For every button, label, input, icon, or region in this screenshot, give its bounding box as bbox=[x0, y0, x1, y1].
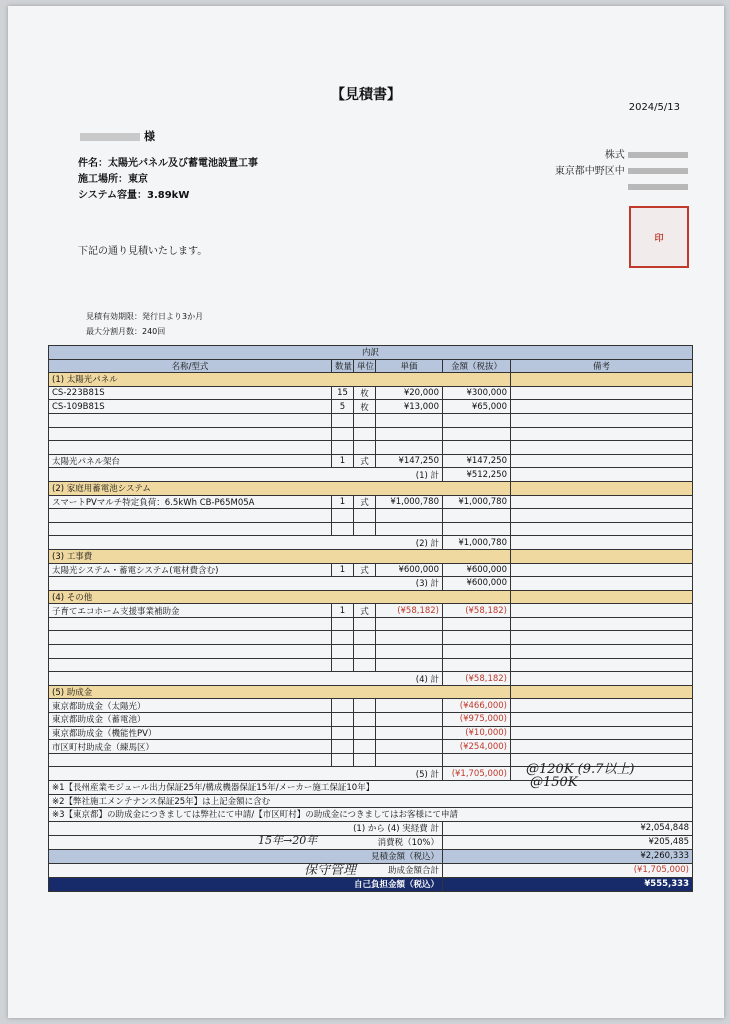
table-row bbox=[49, 699, 693, 713]
total-row bbox=[49, 821, 693, 835]
total-row bbox=[49, 863, 693, 877]
item-name bbox=[49, 413, 332, 427]
subtotal-row bbox=[49, 577, 693, 591]
project-meta bbox=[78, 156, 258, 204]
table-row bbox=[49, 400, 693, 414]
item-remarks bbox=[511, 413, 693, 427]
note-text: ※2【弊社施工メンテナンス保証25年】は上記金額に含む bbox=[49, 794, 693, 808]
item-qty: 1 bbox=[332, 495, 354, 509]
note-row bbox=[49, 808, 693, 822]
item-qty bbox=[332, 441, 354, 455]
item-remarks bbox=[511, 427, 693, 441]
item-amount bbox=[443, 427, 511, 441]
item-qty: 15 bbox=[332, 386, 354, 400]
project-location: 施工場所：東京 bbox=[78, 174, 148, 185]
item-amount: (¥975,000) bbox=[443, 713, 511, 727]
item-qty: 1 bbox=[332, 454, 354, 468]
table-body bbox=[49, 373, 693, 892]
subtotal-row bbox=[49, 672, 693, 686]
item-unit bbox=[354, 631, 376, 645]
breakdown-table bbox=[48, 345, 692, 892]
item-unit: 式 bbox=[354, 604, 376, 618]
redacted-text bbox=[628, 184, 688, 190]
item-qty: 1 bbox=[332, 563, 354, 577]
item-unit bbox=[354, 658, 376, 672]
item-qty bbox=[332, 522, 354, 536]
total-row bbox=[49, 849, 693, 863]
item-name bbox=[49, 631, 332, 645]
item-amount bbox=[443, 522, 511, 536]
item-amount bbox=[443, 631, 511, 645]
document-title: 【見積書】 bbox=[331, 87, 401, 103]
item-remarks bbox=[511, 645, 693, 659]
item-name bbox=[49, 441, 332, 455]
item-remarks bbox=[511, 454, 693, 468]
total-value: ¥2,260,333 bbox=[443, 849, 693, 863]
subtotal-value: (¥58,182) bbox=[443, 672, 511, 686]
item-price: ¥20,000 bbox=[376, 386, 443, 400]
document-page bbox=[8, 6, 724, 1018]
item-name bbox=[49, 522, 332, 536]
subtotal-label: (4) 計 bbox=[49, 672, 443, 686]
item-amount: (¥58,182) bbox=[443, 604, 511, 618]
item-qty bbox=[332, 645, 354, 659]
item-unit bbox=[354, 441, 376, 455]
subtotal-value: ¥600,000 bbox=[443, 577, 511, 591]
section-remarks bbox=[511, 685, 693, 699]
table-row bbox=[49, 495, 693, 509]
total-value: ¥555,333 bbox=[443, 877, 693, 891]
table-row bbox=[49, 740, 693, 754]
total-label: 見積金額（税込） bbox=[49, 849, 443, 863]
item-name bbox=[49, 645, 332, 659]
item-price: ¥1,000,780 bbox=[376, 495, 443, 509]
company-seal-stamp bbox=[629, 206, 689, 268]
item-amount bbox=[443, 441, 511, 455]
item-name bbox=[49, 427, 332, 441]
table-row bbox=[49, 413, 693, 427]
redacted-text bbox=[628, 152, 688, 158]
item-amount bbox=[443, 658, 511, 672]
subtotal-remarks bbox=[511, 672, 693, 686]
item-amount bbox=[443, 753, 511, 767]
item-name: スマートPVマルチ特定負荷：6.5kWh CB-P65M05A bbox=[49, 495, 332, 509]
item-unit bbox=[354, 713, 376, 727]
handwritten-note: 15年→20年 bbox=[258, 834, 318, 847]
note-text: ※3【東京都】の助成金につきましては弊社にて申請/【市区町村】の助成金につきましてはお客様にて申請 bbox=[49, 808, 693, 822]
item-remarks bbox=[511, 658, 693, 672]
total-label: 助成金額合計 bbox=[49, 863, 443, 877]
subtotal-remarks bbox=[511, 468, 693, 482]
validity-block bbox=[86, 309, 203, 339]
item-price bbox=[376, 509, 443, 523]
item-price bbox=[376, 631, 443, 645]
recipient bbox=[80, 128, 155, 144]
item-unit: 式 bbox=[354, 454, 376, 468]
intro-text: 下記の通り見積いたします。 bbox=[78, 246, 208, 257]
item-name: CS-109B81S bbox=[49, 400, 332, 414]
item-name bbox=[49, 753, 332, 767]
total-value: ¥2,054,848 bbox=[443, 821, 693, 835]
subtotal-label: (2) 計 bbox=[49, 536, 443, 550]
total-value: ¥205,485 bbox=[443, 835, 693, 849]
item-price bbox=[376, 753, 443, 767]
item-name bbox=[49, 509, 332, 523]
item-amount bbox=[443, 509, 511, 523]
item-name: 東京都助成金（太陽光） bbox=[49, 699, 332, 713]
item-qty bbox=[332, 413, 354, 427]
item-unit bbox=[354, 645, 376, 659]
item-remarks bbox=[511, 509, 693, 523]
item-price bbox=[376, 740, 443, 754]
system-capacity: システム容量：3.89kW bbox=[78, 190, 190, 201]
table-row bbox=[49, 631, 693, 645]
table-row bbox=[49, 427, 693, 441]
item-name bbox=[49, 658, 332, 672]
item-price bbox=[376, 699, 443, 713]
section-header bbox=[49, 549, 693, 563]
redacted-text bbox=[628, 168, 688, 174]
total-value: (¥1,705,000) bbox=[443, 863, 693, 877]
item-name: 太陽光パネル架台 bbox=[49, 454, 332, 468]
section-remarks bbox=[511, 373, 693, 387]
note-text: ※1【長州産業モジュール出力保証25年/構成機器保証15年/メーカー施工保証10年】 bbox=[49, 781, 693, 795]
item-remarks bbox=[511, 386, 693, 400]
total-row bbox=[49, 835, 693, 849]
item-qty bbox=[332, 617, 354, 631]
item-remarks bbox=[511, 740, 693, 754]
table-row bbox=[49, 454, 693, 468]
subtotal-value: ¥512,250 bbox=[443, 468, 511, 482]
item-remarks bbox=[511, 604, 693, 618]
subtotal-label: (3) 計 bbox=[49, 577, 443, 591]
table-row bbox=[49, 604, 693, 618]
subtotal-label: (1) 計 bbox=[49, 468, 443, 482]
item-price bbox=[376, 427, 443, 441]
item-price: ¥147,250 bbox=[376, 454, 443, 468]
item-unit: 枚 bbox=[354, 386, 376, 400]
item-price bbox=[376, 522, 443, 536]
table-caption: 内訳 bbox=[49, 346, 693, 360]
item-remarks bbox=[511, 522, 693, 536]
table-row bbox=[49, 522, 693, 536]
item-qty bbox=[332, 699, 354, 713]
header-remarks: 備考 bbox=[511, 359, 693, 373]
item-remarks bbox=[511, 713, 693, 727]
item-unit: 式 bbox=[354, 495, 376, 509]
item-qty bbox=[332, 713, 354, 727]
item-unit bbox=[354, 509, 376, 523]
section-title: (2) 家庭用蓄電池システム bbox=[49, 481, 511, 495]
section-title: (5) 助成金 bbox=[49, 685, 511, 699]
company-name: 株式 bbox=[604, 150, 625, 161]
item-remarks bbox=[511, 726, 693, 740]
item-remarks bbox=[511, 400, 693, 414]
handwritten-note: @120K (9.7以上) bbox=[526, 762, 635, 777]
item-amount bbox=[443, 617, 511, 631]
section-remarks bbox=[511, 549, 693, 563]
table-row bbox=[49, 713, 693, 727]
item-unit bbox=[354, 413, 376, 427]
total-label: 消費税（10%） bbox=[49, 835, 443, 849]
section-title: (3) 工事費 bbox=[49, 549, 511, 563]
company-block bbox=[555, 148, 688, 196]
item-price bbox=[376, 726, 443, 740]
item-price: ¥13,000 bbox=[376, 400, 443, 414]
subtotal-row bbox=[49, 536, 693, 550]
item-unit bbox=[354, 427, 376, 441]
section-remarks bbox=[511, 481, 693, 495]
stamp-text: 印 bbox=[654, 233, 664, 244]
table-row bbox=[49, 645, 693, 659]
item-unit: 枚 bbox=[354, 400, 376, 414]
header-amount: 金額（税抜） bbox=[443, 359, 511, 373]
item-qty bbox=[332, 658, 354, 672]
handwritten-note: @150K bbox=[530, 775, 578, 790]
header-qty: 数量 bbox=[332, 359, 354, 373]
item-qty bbox=[332, 427, 354, 441]
item-price bbox=[376, 713, 443, 727]
item-unit bbox=[354, 726, 376, 740]
table-row bbox=[49, 509, 693, 523]
item-price: (¥58,182) bbox=[376, 604, 443, 618]
item-amount: ¥65,000 bbox=[443, 400, 511, 414]
subtotal-remarks bbox=[511, 536, 693, 550]
header-price: 単価 bbox=[376, 359, 443, 373]
item-remarks bbox=[511, 617, 693, 631]
item-price bbox=[376, 441, 443, 455]
table-row bbox=[49, 563, 693, 577]
item-qty: 1 bbox=[332, 604, 354, 618]
item-name: 市区町村助成金（練馬区） bbox=[49, 740, 332, 754]
item-qty bbox=[332, 631, 354, 645]
header-name: 名称/型式 bbox=[49, 359, 332, 373]
item-unit bbox=[354, 753, 376, 767]
item-amount: (¥466,000) bbox=[443, 699, 511, 713]
section-title: (4) その他 bbox=[49, 590, 511, 604]
item-price bbox=[376, 645, 443, 659]
subtotal-label: (5) 計 bbox=[49, 767, 443, 781]
item-price bbox=[376, 617, 443, 631]
item-qty: 5 bbox=[332, 400, 354, 414]
issue-date: 2024/5/13 bbox=[628, 102, 680, 113]
item-name: 東京都助成金（蓄電池） bbox=[49, 713, 332, 727]
table-row bbox=[49, 441, 693, 455]
item-price: ¥600,000 bbox=[376, 563, 443, 577]
item-name bbox=[49, 617, 332, 631]
item-amount: ¥600,000 bbox=[443, 563, 511, 577]
item-amount: ¥1,000,780 bbox=[443, 495, 511, 509]
item-name: 子育てエコホーム支援事業補助金 bbox=[49, 604, 332, 618]
item-qty bbox=[332, 726, 354, 740]
total-label: 自己負担金額（税込） bbox=[49, 877, 443, 891]
total-label: (1) から (4) 実経費 計 bbox=[49, 821, 443, 835]
item-amount: ¥300,000 bbox=[443, 386, 511, 400]
note-row bbox=[49, 781, 693, 795]
recipient-suffix: 様 bbox=[144, 130, 155, 143]
company-address: 東京都中野区中 bbox=[554, 166, 625, 177]
section-header bbox=[49, 590, 693, 604]
item-amount bbox=[443, 645, 511, 659]
item-amount bbox=[443, 413, 511, 427]
item-unit bbox=[354, 740, 376, 754]
installment-months: 最大分割月数：240回 bbox=[86, 327, 166, 336]
project-name: 件名：太陽光パネル及び蓄電池設置工事 bbox=[78, 158, 258, 169]
section-title: (1) 太陽光パネル bbox=[49, 373, 511, 387]
table-row bbox=[49, 726, 693, 740]
item-qty bbox=[332, 753, 354, 767]
item-price bbox=[376, 413, 443, 427]
item-remarks bbox=[511, 699, 693, 713]
item-amount: ¥147,250 bbox=[443, 454, 511, 468]
subtotal-value: ¥1,000,780 bbox=[443, 536, 511, 550]
section-remarks bbox=[511, 590, 693, 604]
section-header bbox=[49, 373, 693, 387]
subtotal-remarks bbox=[511, 577, 693, 591]
header-unit: 単位 bbox=[354, 359, 376, 373]
item-qty bbox=[332, 740, 354, 754]
item-qty bbox=[332, 509, 354, 523]
item-name: 太陽光システム・蓄電システム(電材費含む) bbox=[49, 563, 332, 577]
item-unit bbox=[354, 699, 376, 713]
validity-period: 見積有効期限：発行日より3か月 bbox=[86, 312, 204, 321]
subtotal-row bbox=[49, 468, 693, 482]
item-remarks bbox=[511, 495, 693, 509]
section-header bbox=[49, 481, 693, 495]
item-name: 東京都助成金（機能性PV） bbox=[49, 726, 332, 740]
item-amount: (¥254,000) bbox=[443, 740, 511, 754]
item-remarks bbox=[511, 441, 693, 455]
table-row bbox=[49, 658, 693, 672]
item-price bbox=[376, 658, 443, 672]
item-unit bbox=[354, 617, 376, 631]
item-unit: 式 bbox=[354, 563, 376, 577]
redacted-name bbox=[80, 133, 140, 141]
note-row bbox=[49, 794, 693, 808]
item-name: CS-223B81S bbox=[49, 386, 332, 400]
item-unit bbox=[354, 522, 376, 536]
item-remarks bbox=[511, 563, 693, 577]
section-header bbox=[49, 685, 693, 699]
handwritten-note: 保守管理 bbox=[304, 863, 357, 878]
total-row bbox=[49, 877, 693, 891]
subtotal-value: (¥1,705,000) bbox=[443, 767, 511, 781]
item-amount: (¥10,000) bbox=[443, 726, 511, 740]
item-remarks bbox=[511, 631, 693, 645]
table-row bbox=[49, 617, 693, 631]
table-row bbox=[49, 386, 693, 400]
